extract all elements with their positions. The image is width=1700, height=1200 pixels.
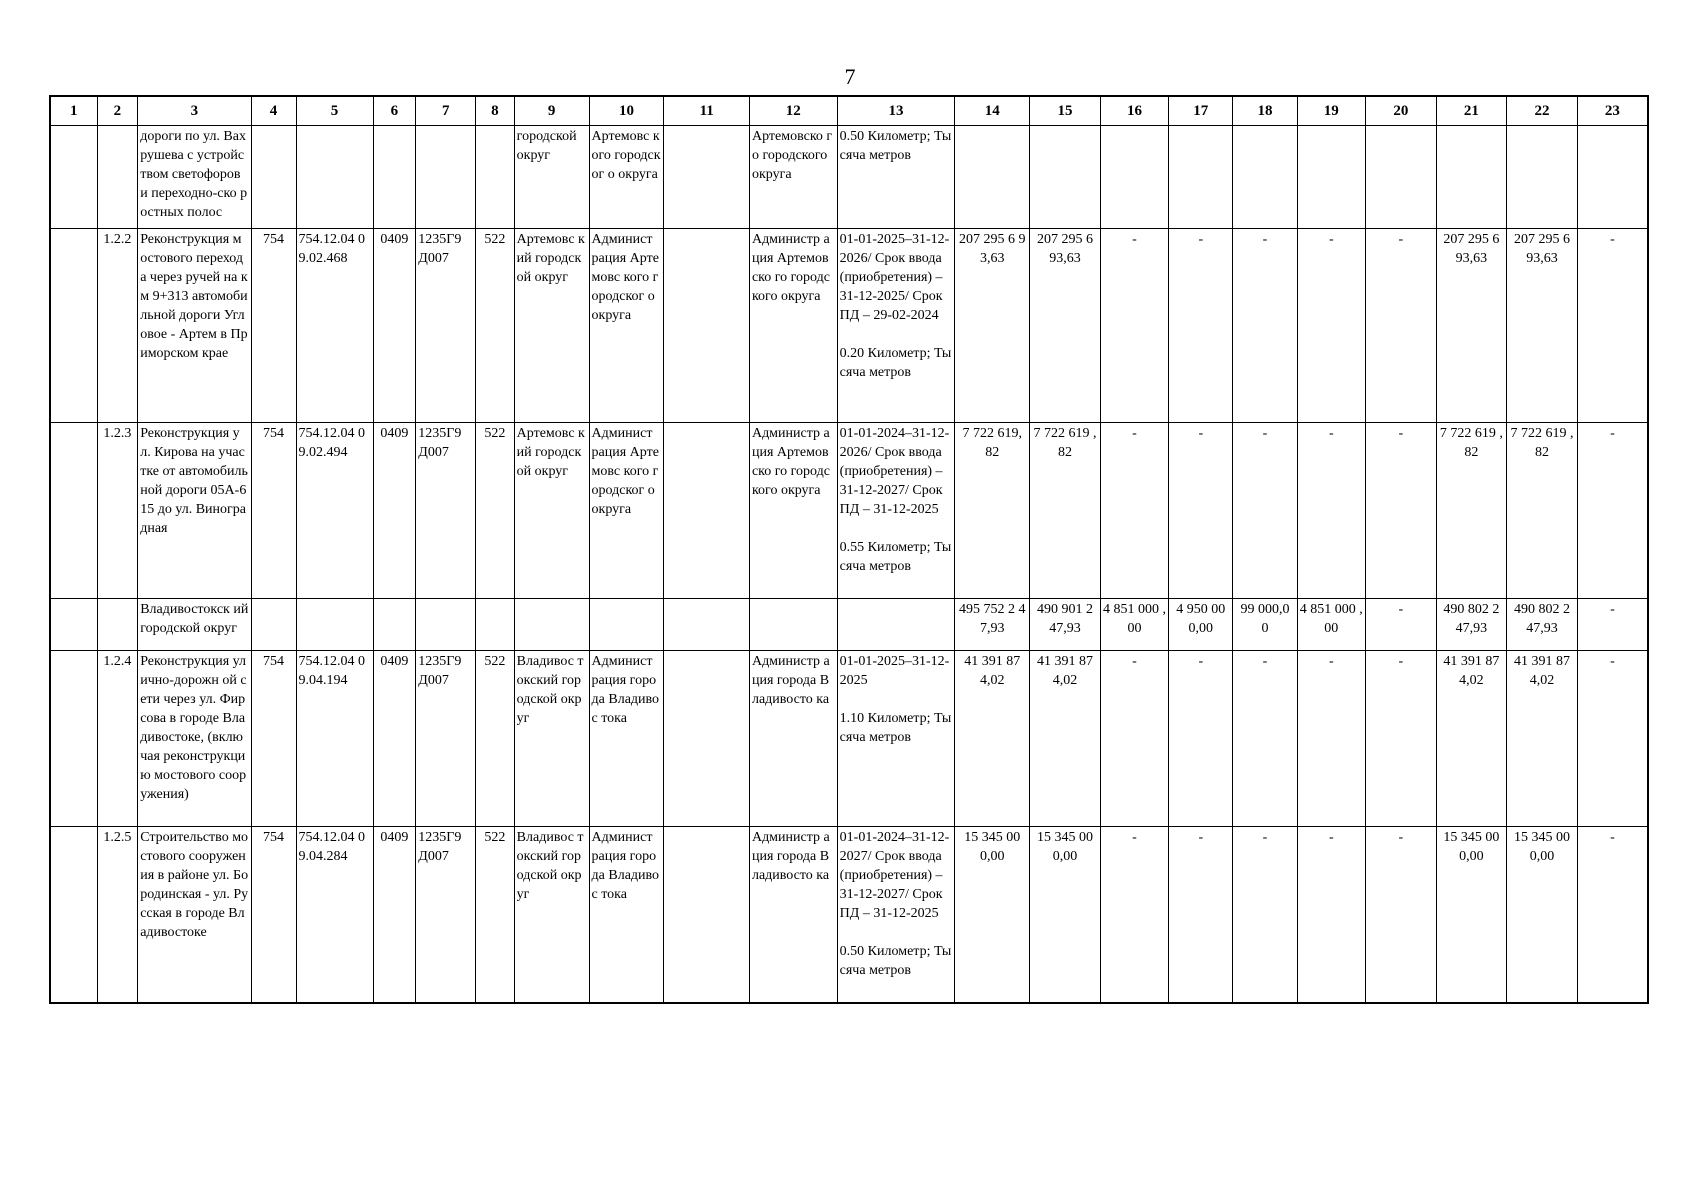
table-cell: Строительство мостового сооружения в районе ул. Бородинская - ул. Русская в городе Владивостоке <box>138 827 251 1003</box>
table-cell: 15 345 00 0,00 <box>955 827 1030 1003</box>
table-cell: - <box>1366 599 1437 651</box>
table-cell <box>1507 126 1578 229</box>
table-cell: 1.2.5 <box>97 827 138 1003</box>
table-cell <box>664 423 750 599</box>
table-cell: - <box>1577 827 1648 1003</box>
table-cell: - <box>1100 827 1168 1003</box>
table-cell: Артемовс кого городског о округа <box>589 126 664 229</box>
table-cell: - <box>1100 423 1168 599</box>
table-cell: - <box>1233 827 1297 1003</box>
table-row <box>50 423 1648 599</box>
table-cell: 1235Г9 Д007 <box>416 229 476 423</box>
col-header: 22 <box>1507 96 1578 126</box>
table-cell: 522 <box>476 423 515 599</box>
table-cell: - <box>1577 229 1648 423</box>
table-cell: Администр ация города Владивосто ка <box>749 651 837 827</box>
table-cell: 1.2.3 <box>97 423 138 599</box>
table-cell: 754.12.04 09.04.194 <box>296 651 373 827</box>
col-header: 2 <box>97 96 138 126</box>
table-cell: - <box>1100 229 1168 423</box>
table-cell: 754 <box>251 423 296 599</box>
table-cell <box>476 599 515 651</box>
col-header: 9 <box>514 96 589 126</box>
table-cell: 7 722 619, 82 <box>955 423 1030 599</box>
col-header: 15 <box>1030 96 1101 126</box>
table-cell <box>97 599 138 651</box>
col-header: 1 <box>50 96 97 126</box>
table-row <box>50 827 1648 1003</box>
table-cell: 490 802 2 47,93 <box>1436 599 1507 651</box>
table-cell: 522 <box>476 651 515 827</box>
table-cell <box>416 126 476 229</box>
col-header: 12 <box>749 96 837 126</box>
table-cell: 1235Г9 Д007 <box>416 651 476 827</box>
table-cell: 7 722 619 ,82 <box>1507 423 1578 599</box>
table-cell: 207 295 6 93,63 <box>1507 229 1578 423</box>
table-cell: 207 295 6 93,63 <box>1436 229 1507 423</box>
table-cell <box>416 599 476 651</box>
table-cell: 495 752 2 47,93 <box>955 599 1030 651</box>
col-header: 4 <box>251 96 296 126</box>
table-cell: 4 851 000 ,00 <box>1100 599 1168 651</box>
table-cell: 15 345 00 0,00 <box>1507 827 1578 1003</box>
page-number: 7 <box>844 64 856 89</box>
table-cell <box>97 126 138 229</box>
table-cell: - <box>1169 229 1233 423</box>
table-cell <box>1297 126 1365 229</box>
table-cell: 01-01-2024–31-12-2027/ Срок ввода (приобретения) – 31-12-2027/ Срок ПД – 31-12-2025 0.50 Километр; Тысяча метров <box>837 827 955 1003</box>
table-cell: 0409 <box>373 827 416 1003</box>
table-cell: - <box>1169 651 1233 827</box>
table-cell: Админист рация города Владивос тока <box>589 651 664 827</box>
table-cell <box>296 126 373 229</box>
table-cell: городской округ <box>514 126 589 229</box>
table-cell <box>837 599 955 651</box>
table-cell: 01-01-2025–31-12-2026/ Срок ввода (приобретения) – 31-12-2025/ Срок ПД – 29-02-2024 0.20 Километр; Тысяча метров <box>837 229 955 423</box>
table-cell: 754 <box>251 651 296 827</box>
table-cell: Владивостокск ий городской округ <box>138 599 251 651</box>
table-cell: Админист рация города Владивос тока <box>589 827 664 1003</box>
col-header: 19 <box>1297 96 1365 126</box>
table-row <box>50 599 1648 651</box>
col-header: 20 <box>1366 96 1437 126</box>
table-cell <box>50 827 97 1003</box>
table-cell: - <box>1577 599 1648 651</box>
table-cell: Администр ация Артемовско го городского округа <box>749 423 837 599</box>
table-cell <box>514 599 589 651</box>
table-cell: 7 722 619 ,82 <box>1436 423 1507 599</box>
table-cell <box>50 229 97 423</box>
table-cell <box>664 651 750 827</box>
table-cell <box>1030 126 1101 229</box>
table-cell: Реконструкция улично-дорожн ой сети через ул. Фирсова в городе Владивостоке, (включая реконструкцию мостового сооружения) <box>138 651 251 827</box>
table-cell: 0409 <box>373 423 416 599</box>
table-cell: - <box>1366 651 1437 827</box>
table-cell: 15 345 00 0,00 <box>1030 827 1101 1003</box>
table-row <box>50 229 1648 423</box>
table-cell: - <box>1169 827 1233 1003</box>
table-cell: 41 391 87 4,02 <box>1030 651 1101 827</box>
col-header: 8 <box>476 96 515 126</box>
table-cell: - <box>1100 651 1168 827</box>
col-header: 3 <box>138 96 251 126</box>
table-cell: - <box>1233 229 1297 423</box>
table-cell: 1.2.4 <box>97 651 138 827</box>
col-header: 18 <box>1233 96 1297 126</box>
col-header: 10 <box>589 96 664 126</box>
table-cell <box>664 599 750 651</box>
col-header: 23 <box>1577 96 1648 126</box>
table-cell <box>476 126 515 229</box>
table-cell <box>1436 126 1507 229</box>
table-cell: 41 391 87 4,02 <box>1436 651 1507 827</box>
table-cell <box>1100 126 1168 229</box>
table-cell: 41 391 87 4,02 <box>1507 651 1578 827</box>
table-cell: Владивос токский городской округ <box>514 651 589 827</box>
col-header: 16 <box>1100 96 1168 126</box>
table-row <box>50 126 1648 229</box>
table-cell: 4 851 000 ,00 <box>1297 599 1365 651</box>
table-cell <box>373 599 416 651</box>
col-header: 5 <box>296 96 373 126</box>
table-cell: Реконструкция мостового перехода через ручей на км 9+313 автомобильной дороги Угловое - Артем в Приморском крае <box>138 229 251 423</box>
table-cell: 522 <box>476 229 515 423</box>
table-cell <box>664 827 750 1003</box>
table-cell <box>589 599 664 651</box>
table-cell: 41 391 87 4,02 <box>955 651 1030 827</box>
table-cell: 754.12.04 09.04.284 <box>296 827 373 1003</box>
table-cell <box>50 651 97 827</box>
table-cell: - <box>1297 827 1365 1003</box>
table-cell: 490 802 2 47,93 <box>1507 599 1578 651</box>
table-cell: 4 950 00 0,00 <box>1169 599 1233 651</box>
table-cell: 01-01-2025–31-12-2025 1.10 Километр; Тысяча метров <box>837 651 955 827</box>
table-cell <box>1169 126 1233 229</box>
table-cell <box>251 126 296 229</box>
table-cell <box>251 599 296 651</box>
table-cell: - <box>1297 651 1365 827</box>
table-cell: - <box>1366 423 1437 599</box>
table-cell <box>664 229 750 423</box>
col-header: 6 <box>373 96 416 126</box>
table-cell: 0409 <box>373 229 416 423</box>
table-cell <box>1577 126 1648 229</box>
table-cell: - <box>1297 229 1365 423</box>
table-cell: 754.12.04 09.02.494 <box>296 423 373 599</box>
table-cell: Администр ация Артемовско го городского округа <box>749 229 837 423</box>
table-cell <box>749 599 837 651</box>
table-cell: Админист рация Артемовс кого городског о округа <box>589 423 664 599</box>
table-cell: 1235Г9 Д007 <box>416 423 476 599</box>
table-cell: 522 <box>476 827 515 1003</box>
table-cell <box>1233 126 1297 229</box>
table-body <box>50 126 1648 1003</box>
table-cell: 99 000,0 0 <box>1233 599 1297 651</box>
table-cell: Администр ация города Владивосто ка <box>749 827 837 1003</box>
table-cell: 1235Г9 Д007 <box>416 827 476 1003</box>
table-cell: - <box>1577 651 1648 827</box>
table-cell: Артемовс кий городской округ <box>514 229 589 423</box>
table-row <box>50 651 1648 827</box>
table-cell: 1.2.2 <box>97 229 138 423</box>
col-header: 13 <box>837 96 955 126</box>
table-cell: 207 295 6 93,63 <box>955 229 1030 423</box>
table-cell: 207 295 6 93,63 <box>1030 229 1101 423</box>
table-cell: 01-01-2024–31-12-2026/ Срок ввода (приобретения) – 31-12-2027/ Срок ПД – 31-12-2025 0.55 Километр; Тысяча метров <box>837 423 955 599</box>
table-cell: 754 <box>251 229 296 423</box>
col-header: 17 <box>1169 96 1233 126</box>
table-cell <box>664 126 750 229</box>
table-cell: 754 <box>251 827 296 1003</box>
table-cell <box>50 423 97 599</box>
table-cell: - <box>1169 423 1233 599</box>
table-cell: Админист рация Артемовс кого городског о округа <box>589 229 664 423</box>
table-cell: 490 901 2 47,93 <box>1030 599 1101 651</box>
table-cell: 754.12.04 09.02.468 <box>296 229 373 423</box>
table-cell: Реконструкция ул. Кирова на участке от автомобильной дороги 05А-615 до ул. Виноградная <box>138 423 251 599</box>
table-cell <box>955 126 1030 229</box>
table-cell: - <box>1233 651 1297 827</box>
col-header: 21 <box>1436 96 1507 126</box>
table-cell: 15 345 00 0,00 <box>1436 827 1507 1003</box>
table-cell: - <box>1366 827 1437 1003</box>
table-cell <box>1366 126 1437 229</box>
table-cell: Артемовско го городского округа <box>749 126 837 229</box>
col-header: 14 <box>955 96 1030 126</box>
table-cell: 0409 <box>373 651 416 827</box>
table-cell: дороги по ул. Вахрушева с устройством светофоров и переходно-ско ростных полос <box>138 126 251 229</box>
table-cell: - <box>1577 423 1648 599</box>
table-cell: - <box>1233 423 1297 599</box>
table-cell: Владивос токский городской округ <box>514 827 589 1003</box>
table-cell: 7 722 619 ,82 <box>1030 423 1101 599</box>
table-cell: - <box>1366 229 1437 423</box>
table-cell <box>296 599 373 651</box>
table-cell: - <box>1297 423 1365 599</box>
table-cell <box>50 126 97 229</box>
col-header: 7 <box>416 96 476 126</box>
table-cell: Артемовс кий городской округ <box>514 423 589 599</box>
table-cell <box>373 126 416 229</box>
table-cell: 0.50 Километр; Тысяча метров <box>837 126 955 229</box>
col-header: 11 <box>664 96 750 126</box>
budget-table <box>49 95 1649 1004</box>
header-row <box>50 96 1648 126</box>
table-cell <box>50 599 97 651</box>
